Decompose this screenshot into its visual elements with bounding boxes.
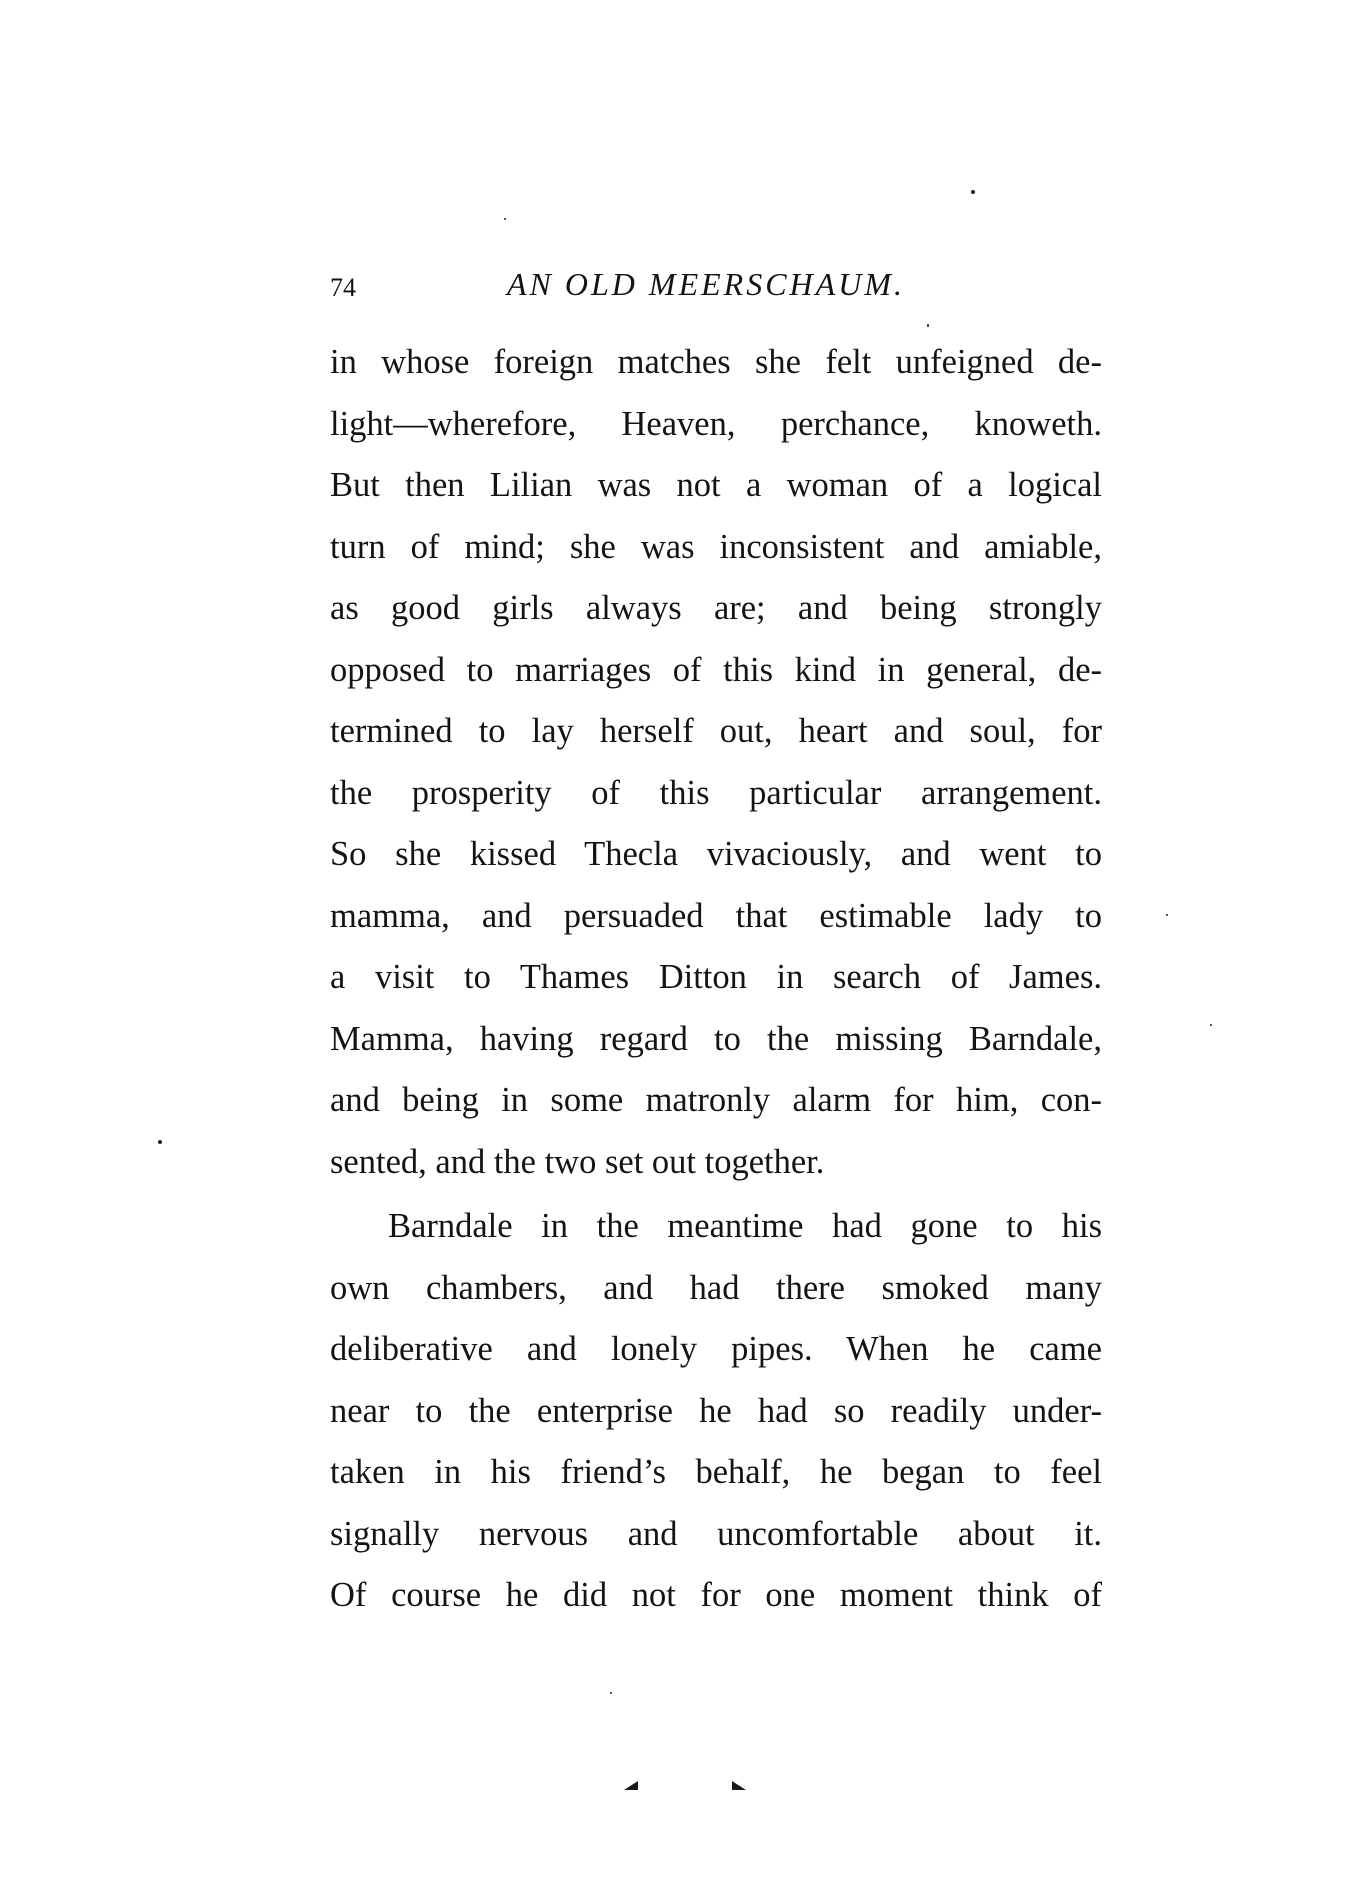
scan-mark: [624, 1781, 638, 1790]
text-line: Of course he did not for one moment think of: [330, 1576, 1102, 1614]
text-line: own chambers, and had there smoked many: [330, 1268, 1102, 1307]
text-line: But then Lilian was not a woman of a logical: [330, 466, 1102, 504]
running-title: AN OLD MEERSCHAUM.: [507, 266, 905, 302]
text-line: signally nervous and uncomfortable about it.: [330, 1514, 1102, 1553]
text-line: opposed to marriages of this kind in general, de-: [330, 650, 1102, 689]
text-line: the prosperity of this particular arrangement.: [330, 773, 1102, 812]
text-line: a visit to Thames Ditton in search of James.: [330, 958, 1102, 996]
page-header: [330, 262, 1120, 312]
text-line: So she kissed Thecla vivaciously, and went to: [330, 835, 1102, 873]
scan-speck: [1210, 1024, 1212, 1026]
text-line: near to the enterprise he had so readily under-: [330, 1391, 1102, 1430]
page-number: 74: [330, 273, 356, 302]
text-line: mamma, and persuaded that estimable lady to: [330, 896, 1102, 935]
scan-speck: [504, 218, 506, 220]
text-line: Barndale in the meantime had gone to his: [388, 1207, 1102, 1245]
body-text: [330, 332, 1102, 1627]
paragraph-2: [330, 1196, 1102, 1627]
text-line: taken in his friend’s behalf, he began to feel: [330, 1453, 1102, 1491]
scan-speck: [927, 324, 929, 327]
text-line: light—wherefore, Heaven, perchance, knoweth.: [330, 404, 1102, 443]
text-line: Mamma, having regard to the missing Barndale,: [330, 1019, 1102, 1058]
paragraph-1: [330, 332, 1102, 1193]
text-line: turn of mind; she was inconsistent and amiable,: [330, 527, 1102, 566]
scan-speck: [158, 1140, 162, 1144]
text-line: deliberative and lonely pipes. When he came: [330, 1330, 1102, 1368]
text-line: sented, and the two set out together.: [330, 1142, 825, 1181]
scan-speck: [971, 190, 975, 194]
scan-speck: [610, 1692, 612, 1694]
text-line: as good girls always are; and being strongly: [330, 589, 1102, 627]
text-line: in whose foreign matches she felt unfeigned de-: [330, 343, 1102, 381]
scan-mark: [732, 1781, 746, 1790]
text-line: and being in some matronly alarm for him, con-: [330, 1081, 1102, 1119]
text-line: termined to lay herself out, heart and soul, for: [330, 712, 1102, 750]
scan-speck: [1166, 914, 1168, 916]
